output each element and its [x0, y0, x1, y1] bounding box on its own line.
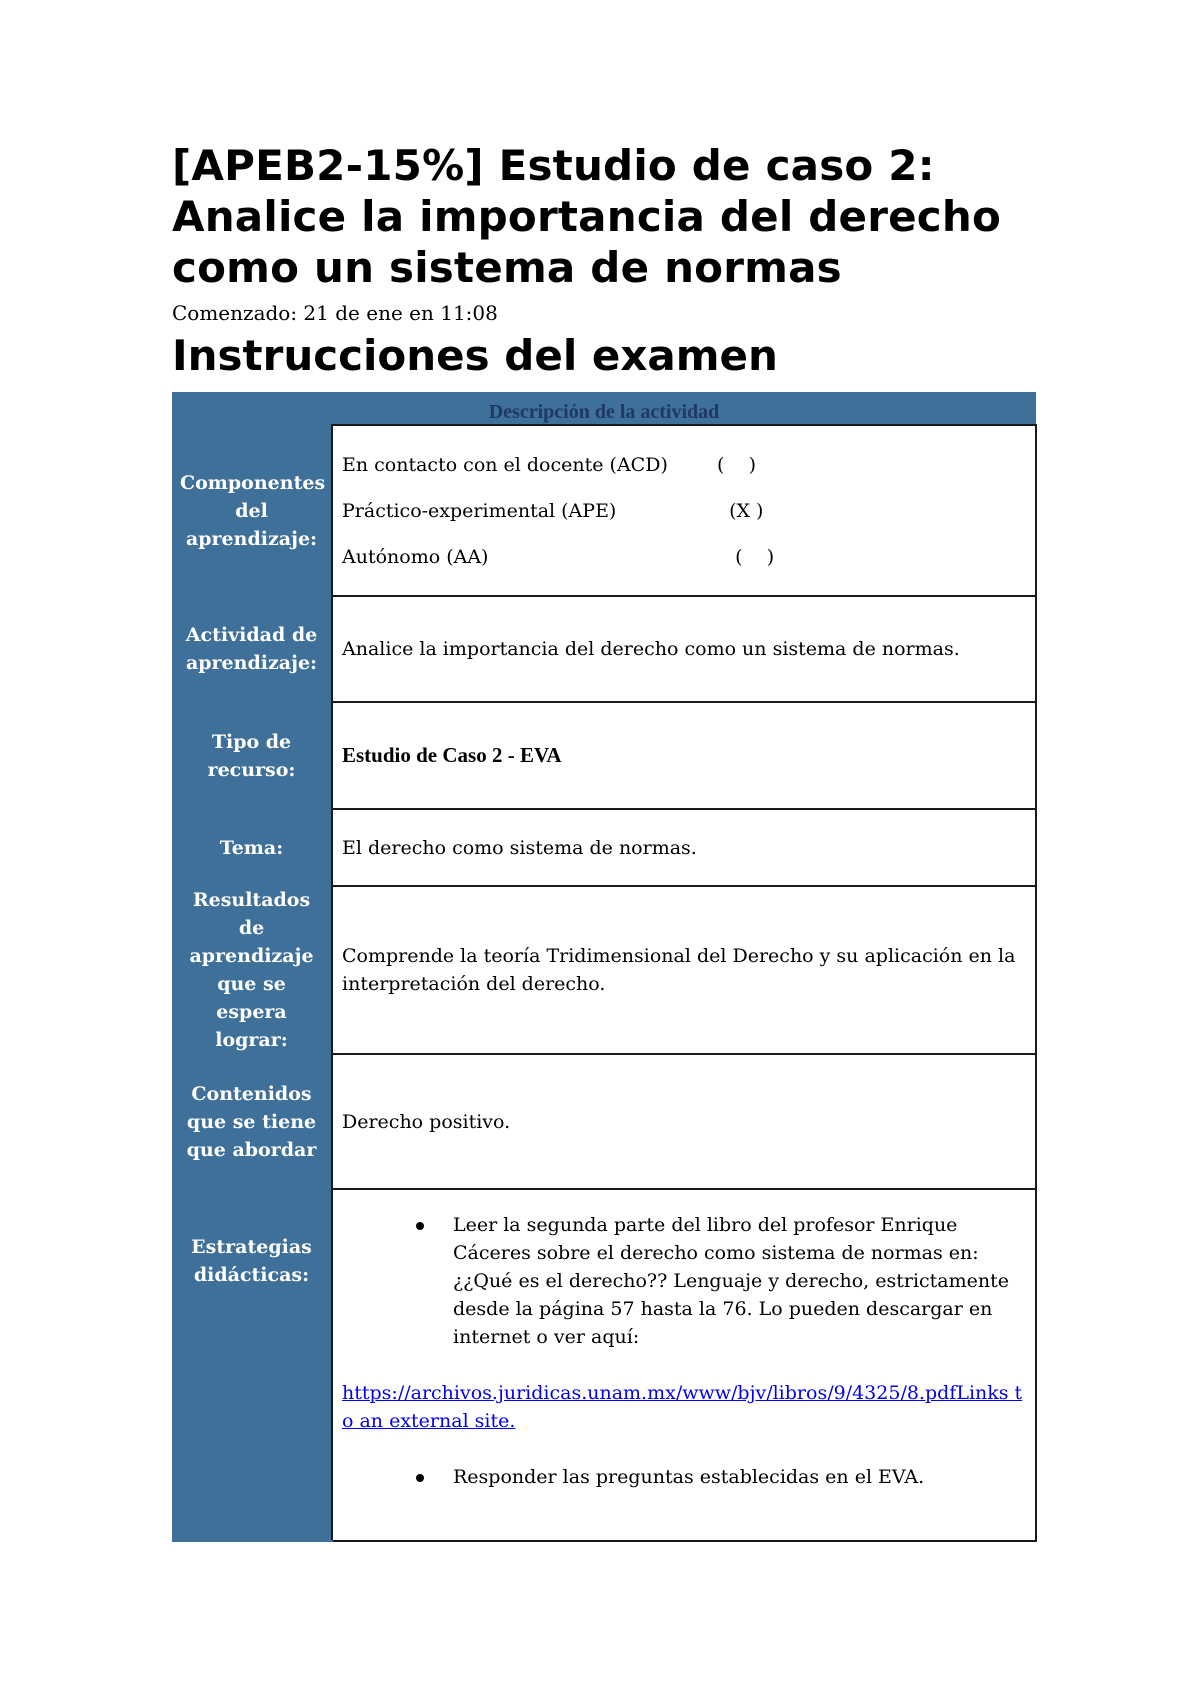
section-title: Instrucciones del examen	[172, 331, 778, 380]
tema-value: El derecho como sistema de normas.	[332, 809, 1036, 886]
external-resource-link[interactable]: https://archivos.juridicas.unam.mx/www/bjv/libros/9/4325/8.pdfLinks to an external site.	[342, 1382, 1023, 1432]
table-row-tema	[172, 809, 1036, 886]
estrategias-label	[172, 1189, 332, 1541]
strategy-item-text: Responder las preguntas establecidas en el EVA.	[453, 1466, 925, 1488]
components-content	[332, 425, 1036, 596]
component-name: En contacto con el docente (ACD)	[342, 453, 668, 476]
resultados-value: Comprende la teoría Tridimensional del Derecho y su aplicación en la interpretación del derecho.	[332, 886, 1036, 1054]
table-row-actividad	[172, 596, 1036, 702]
table-row-tipo	[172, 702, 1036, 809]
strategy-list	[342, 1211, 1027, 1351]
component-name: Práctico-experimental (APE)	[342, 499, 617, 522]
component-mark: (X )	[717, 499, 764, 522]
list-item	[342, 1211, 1027, 1351]
table-row-components	[172, 425, 1036, 596]
component-item	[342, 488, 1027, 534]
strategy-item-text: Leer la segunda parte del libro del profesor Enrique Cáceres sobre el derecho como sistema de normas en: ¿¿Qué es el derecho?? Lenguaje y derecho, estrictamente desde la página 57 hasta la 76. Lo pueden descargar en internet o ver aquí:	[453, 1214, 1010, 1348]
actividad-label: Actividad de aprendizaje:	[172, 596, 332, 702]
list-item	[342, 1463, 1027, 1491]
contenidos-label: Contenidos que se tiene que abordar	[172, 1054, 332, 1189]
estrategias-label-text: Estrategias didácticas:	[191, 1236, 312, 1286]
component-item	[342, 534, 1027, 580]
components-label: Componentes del aprendizaje:	[172, 425, 332, 596]
component-mark: ( )	[717, 453, 756, 476]
component-item	[342, 442, 1027, 488]
table-header: Descripción de la actividad	[172, 393, 1036, 425]
document-title: [APEB2-15%] Estudio de caso 2: Analice la importancia del derecho como un sistema de normas	[172, 141, 1002, 292]
component-mark: ( )	[717, 545, 775, 568]
table-row-contenidos	[172, 1054, 1036, 1189]
table-header-row	[172, 393, 1036, 425]
activity-description-table	[172, 392, 1037, 1542]
bullet-icon	[416, 1474, 424, 1482]
contenidos-value: Derecho positivo.	[332, 1054, 1036, 1189]
component-name: Autónomo (AA)	[342, 545, 489, 568]
tipo-label: Tipo de recurso:	[172, 702, 332, 809]
table-row-resultados	[172, 886, 1036, 1054]
tipo-value: Estudio de Caso 2 - EVA	[342, 743, 562, 767]
started-timestamp: Comenzado: 21 de ene en 11:08	[172, 301, 498, 325]
document-header	[172, 140, 1036, 380]
estrategias-content	[332, 1189, 1036, 1541]
tipo-value-cell	[332, 702, 1036, 809]
tema-label: Tema:	[172, 809, 332, 886]
bullet-icon	[416, 1222, 424, 1230]
actividad-value: Analice la importancia del derecho como un sistema de normas.	[332, 596, 1036, 702]
strategy-list	[342, 1463, 1027, 1491]
table-row-estrategias	[172, 1189, 1036, 1541]
resultados-label: Resultados de aprendizaje que se espera lograr:	[172, 886, 332, 1054]
